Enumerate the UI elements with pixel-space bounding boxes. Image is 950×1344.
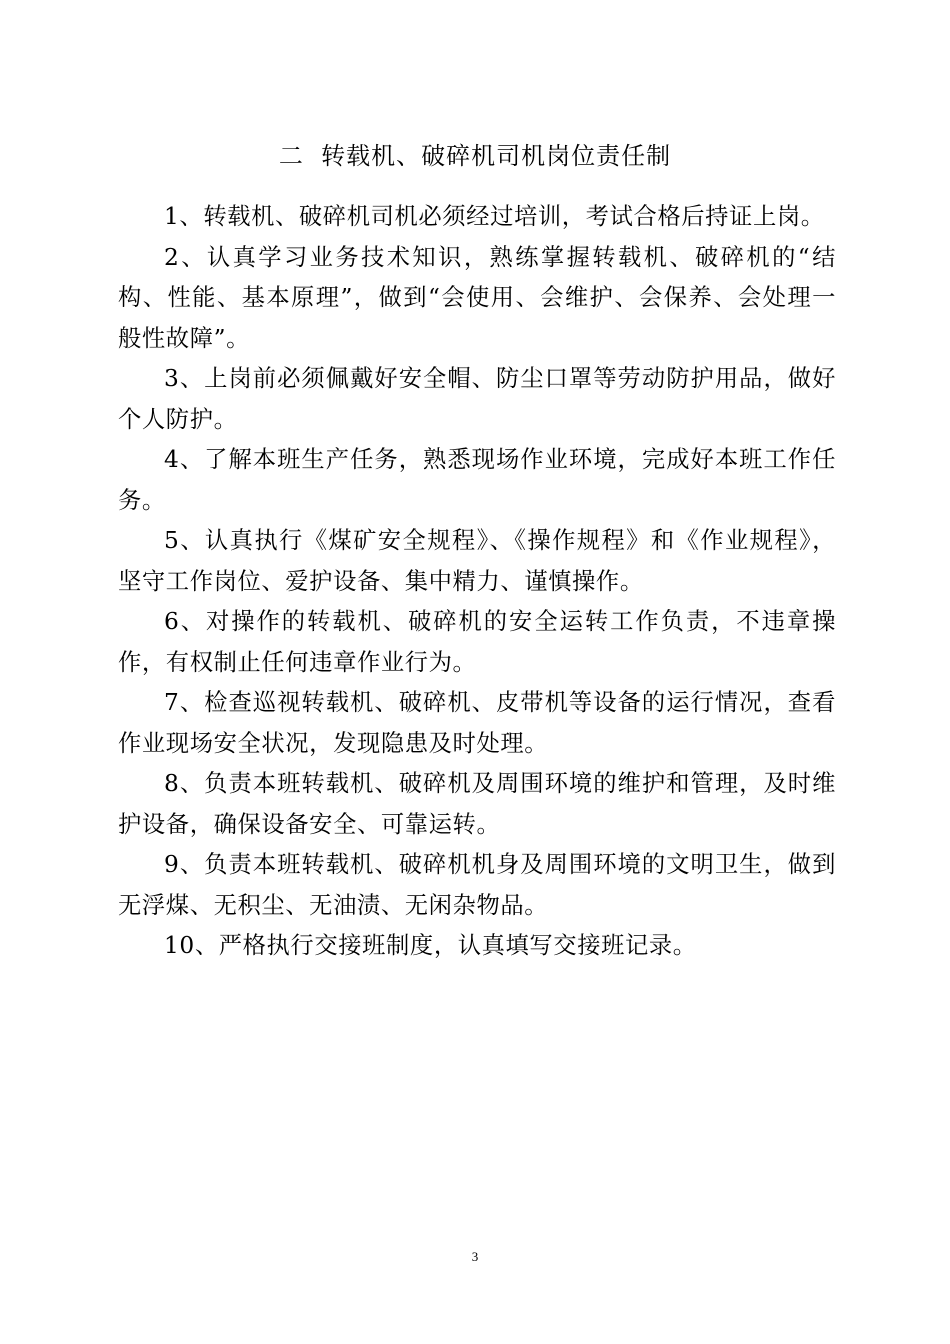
page-title: 二 转载机、破碎机司机岗位责任制 (278, 142, 672, 170)
paragraph-8: 8、负责本班转载机、破碎机及周围环境的维护和管理，及时维护设备，确保设备安全、可靠运转。 (118, 770, 836, 838)
paragraph-4: 4、了解本班生产任务，熟悉现场作业环境，完成好本班工作任务。 (118, 446, 836, 514)
paragraph-2: 2、认真学习业务技术知识，熟练掌握转载机、破碎机的“结构、性能、基本原理”，做到“会使用、会维护、会保养、会处理一般性故障”。 (118, 243, 836, 352)
document-body (118, 197, 836, 967)
paragraph-9: 9、负责本班转载机、破碎机机身及周围环境的文明卫生，做到无浮煤、无积尘、无油渍、无闲杂物品。 (118, 851, 836, 919)
paragraph-5: 5、认真执行《煤矿安全规程》、《操作规程》和《作业规程》，坚守工作岗位、爱护设备、集中精力、谨慎操作。 (118, 527, 836, 595)
paragraph-10: 10、严格执行交接班制度，认真填写交接班记录。 (164, 932, 697, 959)
paragraph-1: 1、转载机、破碎机司机必须经过培训，考试合格后持证上岗。 (164, 203, 825, 230)
paragraph-6: 6、对操作的转载机、破碎机的安全运转工作负责，不违章操作，有权制止任何违章作业行为。 (118, 608, 836, 676)
paragraph-3: 3、上岗前必须佩戴好安全帽、防尘口罩等劳动防护用品，做好个人防护。 (118, 365, 836, 433)
paragraph-7: 7、检查巡视转载机、破碎机、皮带机等设备的运行情况，查看作业现场安全状况，发现隐患及时处理。 (118, 689, 836, 757)
page-number: 3 (471, 1249, 479, 1264)
